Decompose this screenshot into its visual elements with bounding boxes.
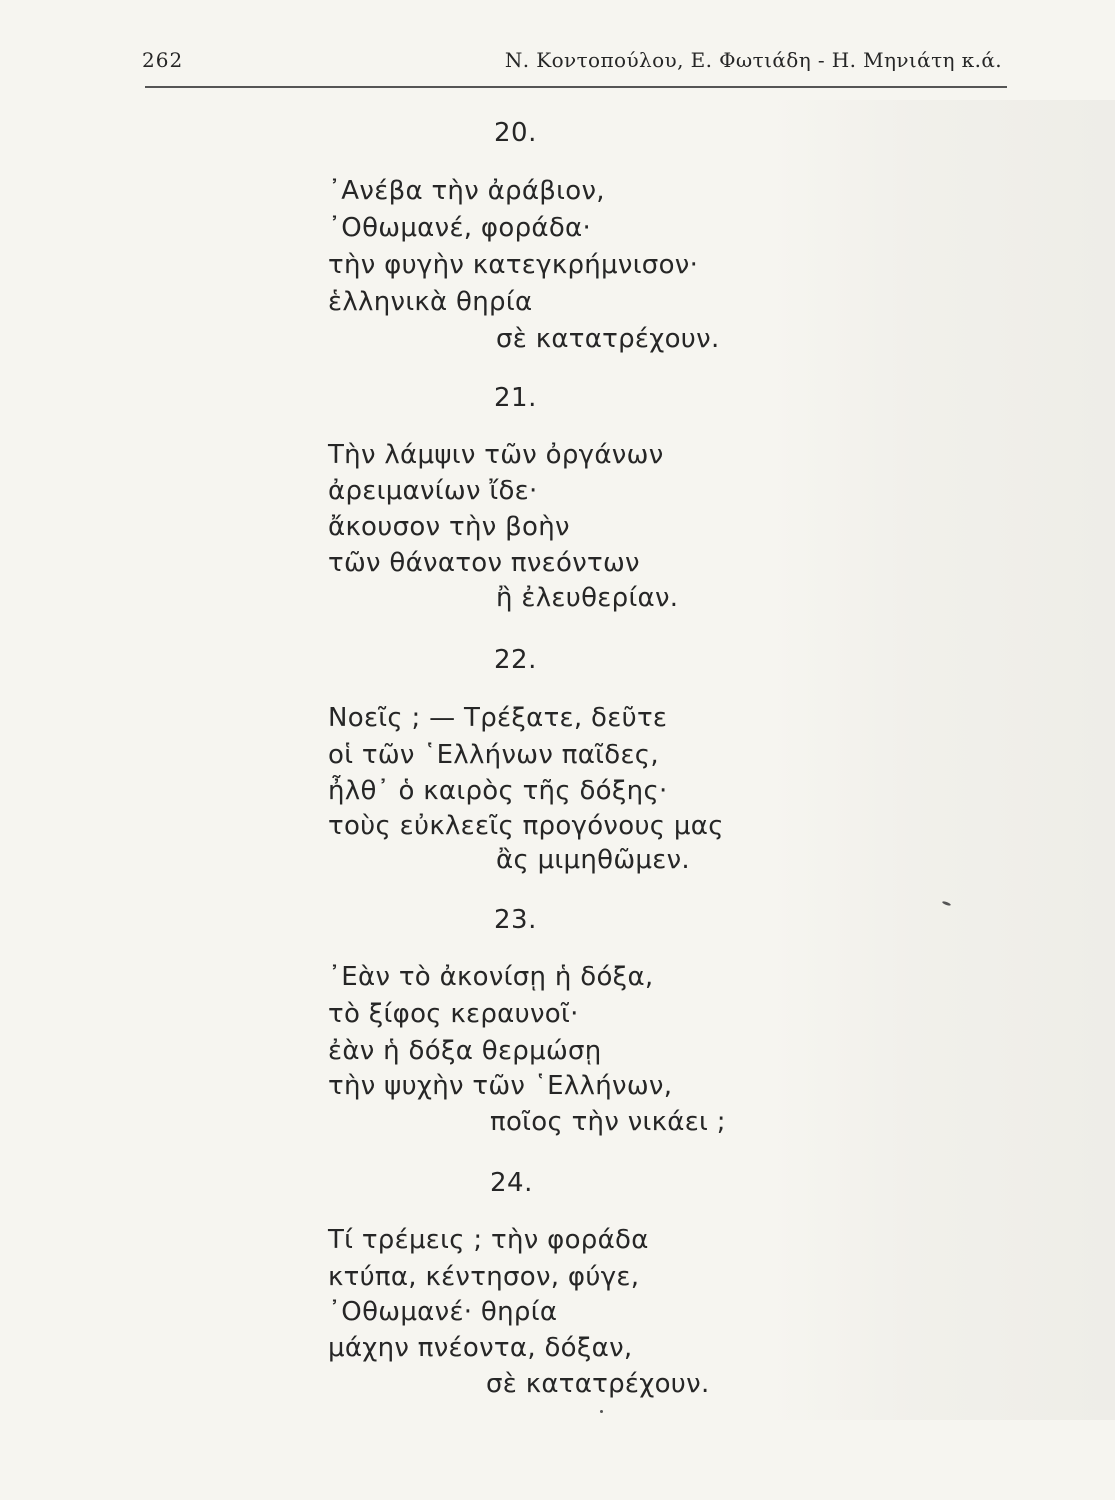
poem-number: 22. [494,645,537,675]
verse-line: Νοεῖς ; — Τρέξατε, δεῦτε [328,703,668,733]
verse-line: ᾿Εὰν τὸ ἀκονίσῃ ἡ δόξα, [328,962,654,992]
paper-speck [600,1410,603,1413]
verse-line: ποῖος τὴν νικάει ; [490,1107,726,1137]
verse-line: Τί τρέμεις ; τὴν φοράδα [328,1225,649,1255]
page-number: 262 [142,48,184,72]
verse-line: ἀρειμανίων ἴδε· [328,476,538,506]
running-head: Ν. Κοντοπούλου, Ε. Φωτιάδη - Η. Μηνιάτη κ.ά. [504,48,1002,72]
verse-line: ᾿Οθωμανέ· θηρία [328,1297,558,1327]
verse-line: ἐὰν ἡ δόξα θερμώσῃ [328,1036,602,1066]
verse-line: Τὴν λάμψιν τῶν ὀργάνων [328,440,664,470]
verse-line: σὲ κατατρέχουν. [486,1369,710,1399]
verse-line: ἢ ἐλευθερίαν. [496,583,679,613]
poem-number: 21. [494,383,537,413]
header-rule [145,86,1007,88]
poem-number: 24. [490,1168,533,1198]
verse-line: τὴν ψυχὴν τῶν ῾Ελλήνων, [328,1071,673,1101]
verse-line: ᾿Ανέβα τὴν ἀράβιον, [328,176,605,206]
paper-speck [942,901,951,907]
verse-line: ἂς μιμηθῶμεν. [496,845,690,875]
poem-number: 23. [494,905,537,935]
verse-line: τοὺς εὐκλεεῖς προγόνους μας [328,811,724,841]
verse-line: μάχην πνέοντα, δόξαν, [328,1333,633,1363]
verse-line: σὲ κατατρέχουν. [496,324,720,354]
verse-line: οἱ τῶν ῾Ελλήνων παῖδες, [328,740,659,770]
verse-line: ᾿Οθωμανέ, φοράδα· [328,213,592,243]
verse-line: τὴν φυγὴν κατεγκρήμνισον· [328,250,699,280]
verse-line: τὸ ξίφος κεραυνοῖ· [328,999,579,1029]
verse-line: τῶν θάνατον πνεόντων [328,548,640,578]
page-header [142,46,1008,82]
verse-line: ἄκουσον τὴν βοὴν [328,512,570,542]
verse-line: ἑλληνικὰ θηρία [328,287,533,317]
verse-line: κτύπα, κέντησον, φύγε, [328,1262,640,1292]
reverse-side-bleed-through [770,100,1115,1420]
poem-number: 20. [494,118,537,148]
verse-line: ἦλθ᾿ ὁ καιρὸς τῆς δόξης· [328,776,668,806]
